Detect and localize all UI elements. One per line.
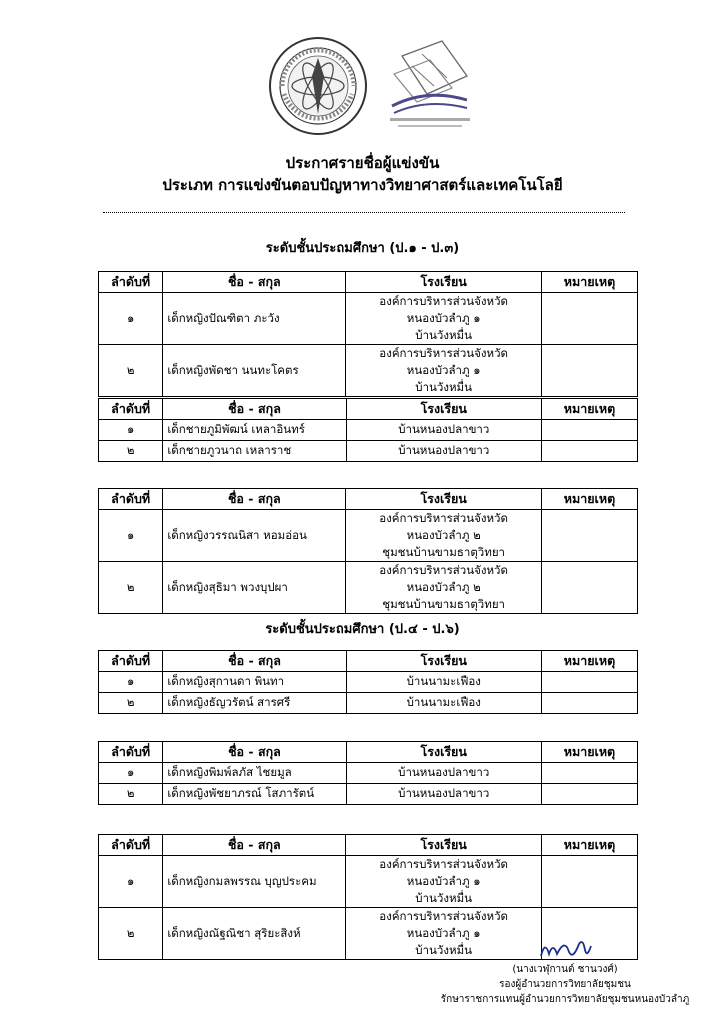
table-row — [99, 693, 638, 714]
signer-acting-position: รักษาราชการแทนผู้อำนวยการวิทยาลัยชุมชนหนองบัวลำภู — [440, 994, 690, 1005]
col-name-header: ชื่อ - สกุล — [163, 399, 346, 420]
col-no-header: ลำดับที่ — [99, 742, 163, 763]
school-line-2: ชุมชนบ้านขามธาตุวิทยา — [382, 545, 506, 559]
level-heading-p1-p3: ระดับชั้นประถมศึกษา (ป.๑ - ป.๓) — [265, 241, 460, 256]
school-line-1: องค์การบริหารส่วนจังหวัดหนองบัวลำภู ๑ — [379, 909, 508, 940]
row-no: ๑ — [99, 763, 163, 784]
row-name: เด็กหญิงธัญวรัตน์ สารศรี — [163, 693, 346, 714]
school-line-1: องค์การบริหารส่วนจังหวัดหนองบัวลำภู ๒ — [379, 511, 508, 542]
row-note — [541, 562, 637, 614]
col-school-header: โรงเรียน — [346, 272, 542, 293]
team-table-2 — [98, 398, 638, 462]
competition-type: ประเภท การแข่งขันตอบปัญหาทางวิทยาศาสตร์และเทคโนโลยี — [162, 176, 563, 194]
col-school-header: โรงเรียน — [346, 651, 541, 672]
table-row — [99, 672, 638, 693]
nongbua-science-center-logo — [372, 36, 482, 136]
row-name: เด็กหญิงสุธิมา พวงบุปผา — [163, 562, 346, 614]
row-name: เด็กชายภูวนาถ เหลาราช — [163, 441, 346, 462]
row-note — [541, 420, 637, 441]
signature-block — [435, 936, 695, 1007]
school-line-2: บ้านวังหมื่น — [415, 891, 473, 905]
col-note-header: หมายเหตุ — [541, 272, 637, 293]
school-line-1: องค์การบริหารส่วนจังหวัดหนองบัวลำภู ๒ — [379, 563, 508, 594]
row-name: เด็กหญิงสุกานดา พินทา — [163, 672, 346, 693]
table-header-row — [99, 272, 638, 293]
row-name: เด็กหญิงณัฐณิชา สุริยะสิงห์ — [163, 908, 346, 960]
row-no: ๑ — [99, 510, 163, 562]
school-line-1: องค์การบริหารส่วนจังหวัดหนองบัวลำภู ๑ — [379, 346, 508, 377]
announcement-heading — [0, 152, 725, 196]
level-heading-p4-p6: ระดับชั้นประถมศึกษา (ป.๔ - ป.๖) — [265, 622, 460, 637]
row-note — [541, 693, 637, 714]
school-line-1: องค์การบริหารส่วนจังหวัดหนองบัวลำภู ๑ — [379, 294, 508, 325]
col-no-header: ลำดับที่ — [99, 399, 163, 420]
table-row — [99, 420, 638, 441]
row-school — [346, 345, 542, 397]
col-note-header: หมายเหตุ — [541, 399, 637, 420]
row-note — [541, 763, 637, 784]
row-note — [541, 784, 637, 805]
row-note — [541, 345, 637, 397]
table-row — [99, 562, 638, 614]
dotted-divider — [103, 206, 625, 213]
row-no: ๒ — [99, 908, 163, 960]
row-no: ๒ — [99, 345, 163, 397]
team-table-5 — [98, 741, 638, 805]
table-row — [99, 856, 638, 908]
col-name-header: ชื่อ - สกุล — [163, 835, 346, 856]
col-no-header: ลำดับที่ — [99, 489, 163, 510]
row-name: เด็กหญิงพัดชา นนทะโคตร — [163, 345, 346, 397]
row-name: เด็กหญิงพัชยาภรณ์ โสภารัตน์ — [163, 784, 346, 805]
col-name-header: ชื่อ - สกุล — [163, 489, 346, 510]
row-school: บ้านหนองปลาขาว — [346, 441, 541, 462]
row-school: บ้านหนองปลาขาว — [346, 763, 541, 784]
row-school: บ้านหนองปลาขาว — [346, 420, 541, 441]
row-no: ๒ — [99, 441, 163, 462]
row-name: เด็กหญิงวรรณนิสา หอมอ่อน — [163, 510, 346, 562]
table-row — [99, 510, 638, 562]
table-header-row — [99, 399, 638, 420]
row-note — [541, 441, 637, 462]
col-no-header: ลำดับที่ — [99, 835, 163, 856]
table-row — [99, 784, 638, 805]
row-name: เด็กหญิงกมลพรรณ บุญประคม — [163, 856, 346, 908]
col-school-header: โรงเรียน — [346, 742, 541, 763]
table-row — [99, 441, 638, 462]
row-school: บ้านนามะเฟือง — [346, 672, 541, 693]
row-note — [541, 293, 637, 345]
table-row — [99, 763, 638, 784]
row-name: เด็กหญิงพิมพ์ลภัส ไชยมูล — [163, 763, 346, 784]
row-school: บ้านหนองปลาขาว — [346, 784, 541, 805]
team-table-4 — [98, 650, 638, 714]
table-row — [99, 345, 638, 397]
handwritten-signature — [535, 936, 595, 962]
row-no: ๒ — [99, 784, 163, 805]
row-no: ๒ — [99, 562, 163, 614]
col-no-header: ลำดับที่ — [99, 272, 163, 293]
school-line-2: บ้านวังหมื่น — [415, 380, 472, 394]
row-no: ๑ — [99, 856, 163, 908]
table-header-row — [99, 835, 638, 856]
school-line-2: ชุมชนบ้านขามธาตุวิทยา — [382, 597, 506, 611]
page-title: ประกาศรายชื่อผู้แข่งขัน — [285, 154, 440, 172]
col-school-header: โรงเรียน — [346, 835, 542, 856]
row-school — [346, 562, 542, 614]
row-note — [541, 510, 637, 562]
header-logos — [0, 36, 725, 136]
col-name-header: ชื่อ - สกุล — [163, 742, 346, 763]
row-no: ๑ — [99, 672, 163, 693]
table-header-row — [99, 742, 638, 763]
row-no: ๒ — [99, 693, 163, 714]
col-name-header: ชื่อ - สกุล — [163, 651, 346, 672]
row-school — [346, 856, 542, 908]
team-table-3 — [98, 488, 638, 614]
col-no-header: ลำดับที่ — [99, 651, 163, 672]
col-school-header: โรงเรียน — [346, 399, 541, 420]
row-note — [541, 672, 637, 693]
row-no: ๑ — [99, 293, 163, 345]
school-line-2: บ้านวังหมื่น — [415, 328, 472, 342]
signer-position: รองผู้อำนวยการวิทยาลัยชุมชน — [499, 979, 631, 990]
col-note-header: หมายเหตุ — [541, 742, 637, 763]
row-no: ๑ — [99, 420, 163, 441]
row-name: เด็กหญิงปัณฑิตา ภะวัง — [163, 293, 346, 345]
science-centre-seal-logo — [268, 36, 368, 136]
col-note-header: หมายเหตุ — [541, 835, 637, 856]
row-school — [346, 293, 542, 345]
school-line-1: องค์การบริหารส่วนจังหวัดหนองบัวลำภู ๑ — [379, 857, 508, 888]
row-name: เด็กชายภูมิพัฒน์ เหลาอินทร์ — [163, 420, 346, 441]
col-note-header: หมายเหตุ — [541, 489, 637, 510]
table-row — [99, 293, 638, 345]
table-header-row — [99, 651, 638, 672]
row-school: บ้านนามะเฟือง — [346, 693, 541, 714]
school-line-2: บ้านวังหมื่น — [415, 943, 473, 957]
col-note-header: หมายเหตุ — [541, 651, 637, 672]
col-school-header: โรงเรียน — [346, 489, 542, 510]
table-header-row — [99, 489, 638, 510]
row-note — [541, 856, 637, 908]
row-school — [346, 510, 542, 562]
team-table-1 — [98, 271, 638, 397]
col-name-header: ชื่อ - สกุล — [163, 272, 346, 293]
signer-name: (นางเวฬุกานต์ ชานวงศ์) — [512, 964, 618, 975]
